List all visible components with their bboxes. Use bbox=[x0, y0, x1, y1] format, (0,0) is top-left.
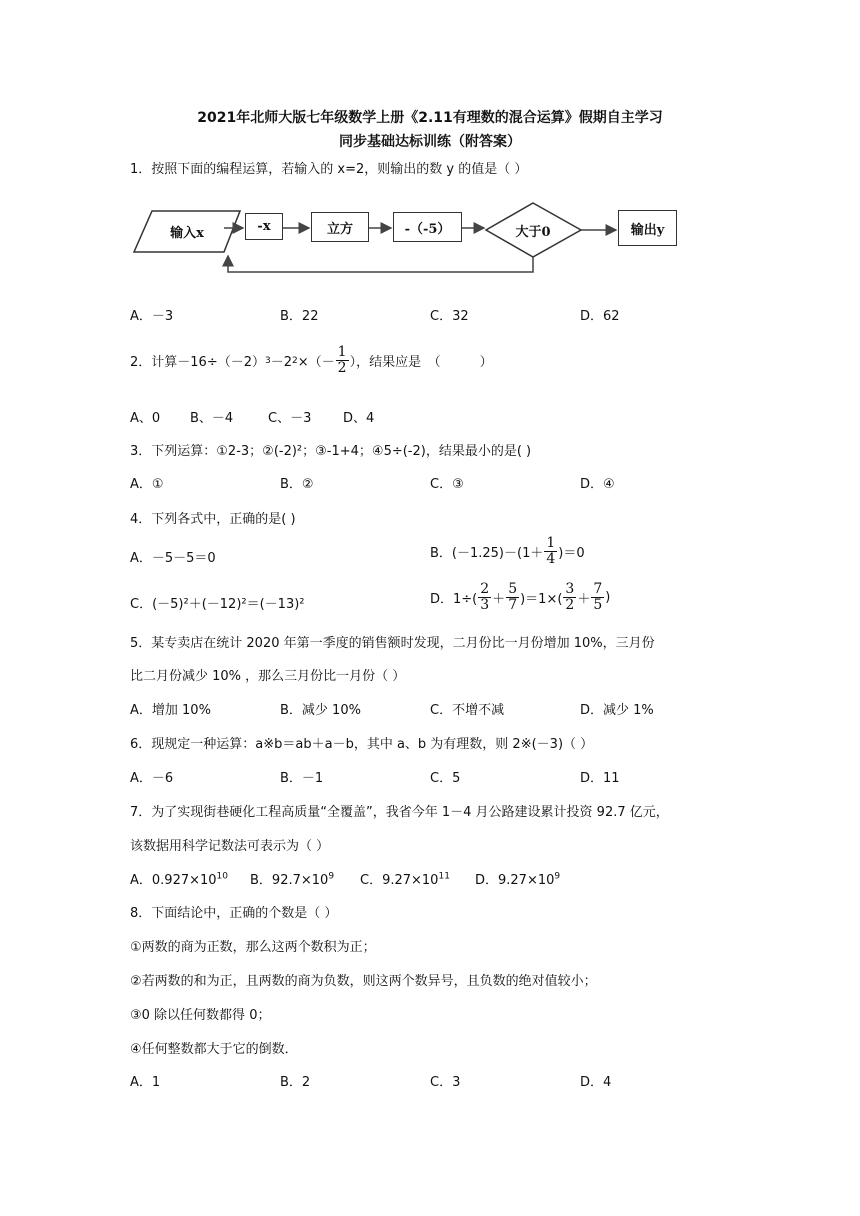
q7-b-base: B．92.7×10 bbox=[250, 873, 329, 888]
q4-d-frac3-den: 2 bbox=[565, 597, 575, 613]
q2-option-a: A、0 bbox=[130, 411, 161, 426]
q2-stem: 2．计算－16÷（－2） 3 －2 2 ×（－ $\frac{1}{2}$ ），结果应是 （ ） bbox=[130, 344, 493, 376]
q8-statement-4: ④任何整数都大于它的倒数． bbox=[130, 1042, 298, 1057]
q4-d-plus2: ＋ bbox=[577, 592, 591, 607]
flow-subtract-box: -（-5） bbox=[393, 212, 462, 242]
q3-option-d: D．④ bbox=[580, 477, 615, 492]
q4-d-frac1 bbox=[478, 582, 491, 613]
q4-d-frac1-num: 2 bbox=[480, 581, 490, 597]
q7-c-base: C．9.27×10 bbox=[360, 873, 439, 888]
q1-option-d: D．62 bbox=[580, 309, 620, 324]
flow-input-label: 输入x bbox=[170, 226, 204, 241]
q7-d-base: D．9.27×10 bbox=[475, 873, 555, 888]
q6-option-d: D．11 bbox=[580, 771, 620, 786]
q1-option-a: A．－3 bbox=[130, 309, 174, 324]
q4-b-post: )＝0 bbox=[558, 546, 585, 561]
page-title: 2021年北师大版七年级数学上册《2.11有理数的混合运算》假期自主学习 bbox=[197, 110, 663, 126]
q8-statement-2: ②若两数的和为正，且两数的商为负数，则这两个数异号，且负数的绝对值较小； bbox=[130, 974, 597, 989]
flow-negate-box: -x bbox=[245, 213, 283, 240]
q2-stem-pre: 2．计算－16÷（－2） bbox=[130, 355, 265, 370]
q5-stem-line1: 5．某专卖店在统计 2020 年第一季度的销售额时发现，二月份比一月份增加 10%，三月份 bbox=[130, 636, 655, 651]
q4-b-den: 4 bbox=[546, 551, 556, 567]
q6-option-b: B．－1 bbox=[280, 771, 324, 786]
q7-a-base: A．0.927×10 bbox=[130, 873, 217, 888]
page-subtitle: 同步基础达标训练（附答案） bbox=[339, 134, 521, 150]
q3-option-c: C．③ bbox=[430, 477, 464, 492]
q4-d-frac4 bbox=[591, 582, 604, 613]
q4-d-frac2 bbox=[506, 582, 519, 613]
q5-option-b: B．减少 10% bbox=[280, 703, 361, 718]
flow-cube-box: 立方 bbox=[311, 212, 369, 242]
q6-stem: 6．现规定一种运算：a※b＝ab＋a－b，其中 a、b 为有理数，则 2※(－3)（ ） bbox=[130, 737, 594, 752]
q7-option-c bbox=[360, 869, 450, 888]
q4-b-num: 1 bbox=[546, 535, 556, 551]
q4-option-c: C．(－5)²＋(－12)²＝(－13)² bbox=[130, 597, 305, 612]
q8-option-d: D．4 bbox=[580, 1075, 612, 1090]
q3-option-b: B．② bbox=[280, 477, 314, 492]
q4-d-pre: D．1÷( bbox=[430, 592, 478, 607]
q4-d-frac1-den: 3 bbox=[480, 597, 490, 613]
q5-option-d: D．减少 1% bbox=[580, 703, 654, 718]
q7-a-exp: 10 bbox=[216, 871, 228, 882]
q8-option-a: A．1 bbox=[130, 1075, 161, 1090]
q1-option-b: B．22 bbox=[280, 309, 319, 324]
q3-option-a: A．① bbox=[130, 477, 164, 492]
q1-option-c: C．32 bbox=[430, 309, 469, 324]
q4-d-frac2-den: 7 bbox=[508, 597, 518, 613]
q3-stem: 3．下列运算：①2-3；②(-2)²；③-1+4；④5÷(-2)，结果最小的是( ) bbox=[130, 444, 532, 459]
q2-frac-num: 1 bbox=[337, 344, 347, 360]
q7-stem-line1: 7．为了实现街巷硬化工程高质量“全覆盖”，我省今年 1－4 月公路建设累计投资 92.7 亿元， bbox=[130, 805, 669, 820]
q5-option-a: A．增加 10% bbox=[130, 703, 211, 718]
q4-option-d bbox=[430, 582, 610, 613]
q4-option-b bbox=[430, 536, 585, 567]
q2-stem-mid: －2 bbox=[270, 355, 292, 370]
q6-option-c: C．5 bbox=[430, 771, 461, 786]
q7-b-exp: 9 bbox=[328, 871, 335, 882]
q4-option-a: A．－5－5＝0 bbox=[130, 551, 216, 566]
q6-option-a: A．－6 bbox=[130, 771, 174, 786]
q8-option-b: B．2 bbox=[280, 1075, 311, 1090]
q8-option-c: C．3 bbox=[430, 1075, 461, 1090]
flow-output-box: 输出y bbox=[618, 210, 677, 246]
q7-option-d bbox=[475, 869, 560, 888]
q7-c-exp: 11 bbox=[438, 871, 450, 882]
q5-stem-line2: 比二月份减少 10% ，那么三月份比一月份（ ） bbox=[130, 669, 406, 684]
q4-d-frac3-num: 3 bbox=[565, 581, 575, 597]
q7-d-exp: 9 bbox=[554, 871, 561, 882]
q2-option-b: B、－4 bbox=[190, 411, 234, 426]
flowchart bbox=[0, 0, 860, 300]
q8-statement-3: ③0 除以任何数都得 0； bbox=[130, 1008, 271, 1023]
q2-option-c: C、－3 bbox=[268, 411, 312, 426]
q4-d-frac4-den: 5 bbox=[593, 597, 603, 613]
q1-stem: 1．按照下面的编程运算，若输入的 x=2，则输出的数 y 的值是（ ） bbox=[130, 162, 528, 177]
q2-stem-post: ），结果应是 （ ） bbox=[349, 355, 493, 370]
flowchart-lines bbox=[0, 0, 860, 300]
q7-stem-line2: 该数据用科学记数法可表示为（ ） bbox=[130, 839, 330, 854]
q4-d-post: ) bbox=[605, 590, 611, 605]
q2-stem-mul: ×（－ bbox=[297, 355, 335, 370]
q7-option-a bbox=[130, 869, 228, 888]
q8-stem: 8．下面结论中，正确的个数是（ ） bbox=[130, 906, 338, 921]
q4-b-pre: B．(－1.25)－(1＋ bbox=[430, 546, 544, 561]
q4-d-frac4-num: 7 bbox=[593, 581, 603, 597]
q4-b-fraction bbox=[544, 536, 557, 567]
flow-decision-label: 大于0 bbox=[515, 224, 551, 240]
q4-d-frac3 bbox=[563, 582, 576, 613]
q4-d-frac2-num: 5 bbox=[508, 581, 518, 597]
q4-d-plus1: ＋ bbox=[492, 592, 506, 607]
q8-statement-1: ①两数的商为正数，那么这两个数积为正； bbox=[130, 940, 376, 955]
q5-option-c: C．不增不减 bbox=[430, 703, 505, 718]
q7-option-b bbox=[250, 869, 334, 888]
q4-d-mid: )＝1×( bbox=[520, 592, 563, 607]
q4-stem: 4．下列各式中，正确的是( ) bbox=[130, 512, 296, 527]
q2-option-d: D、4 bbox=[343, 411, 375, 426]
q2-frac-den: 2 bbox=[337, 360, 347, 376]
q2-fraction bbox=[336, 345, 349, 376]
